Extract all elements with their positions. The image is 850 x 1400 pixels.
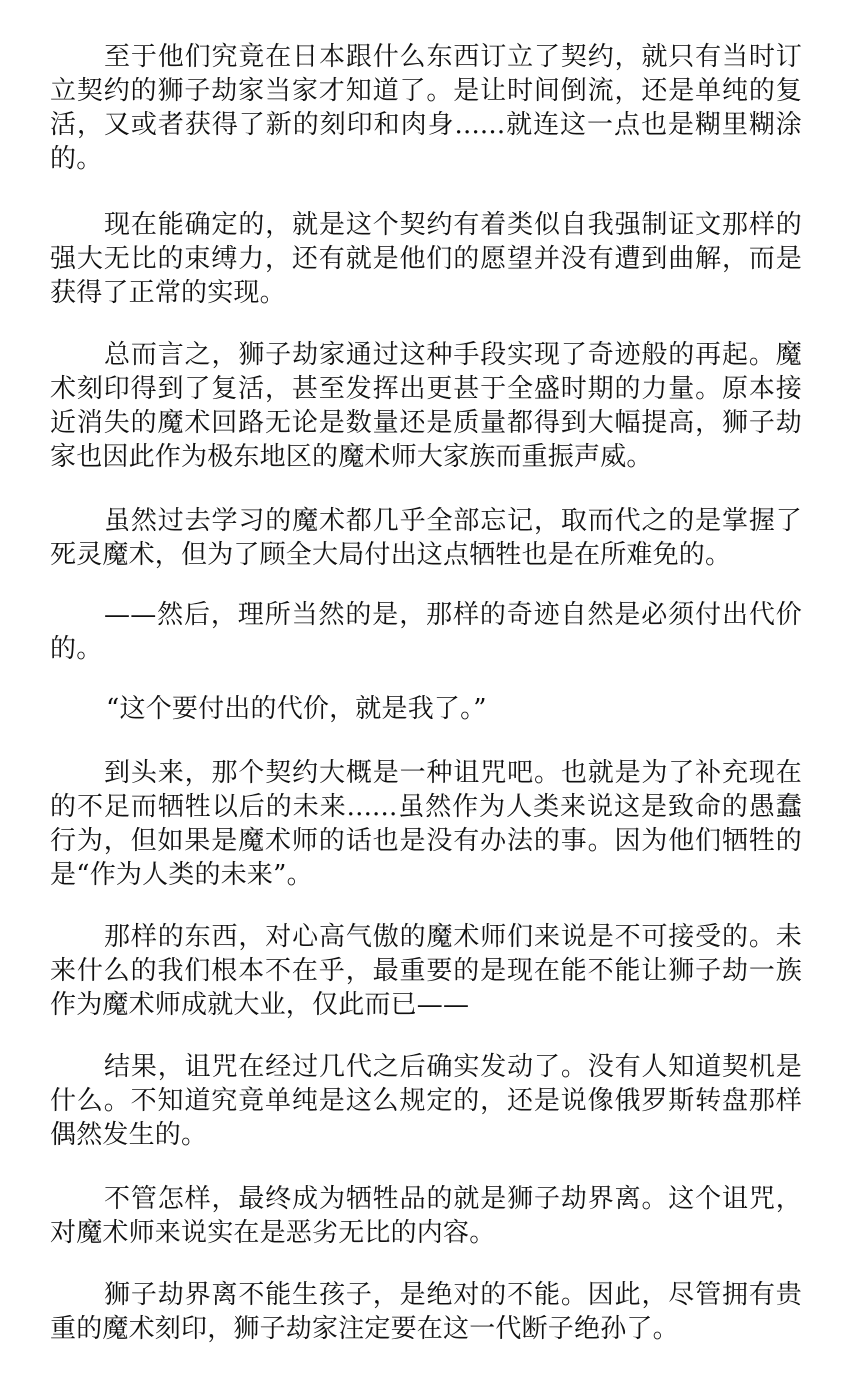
paragraph-final: 狮子劫界离不能生孩子，是绝对的不能。因此，尽管拥有贵重的魔术刻印，狮子劫家注定要在这一代断子绝孙了。 xyxy=(50,1280,802,1344)
paragraph-sacrifice: 不管怎样，最终成为牺牲品的就是狮子劫界离。这个诅咒，对魔术师来说实在是恶劣无比的内容。 xyxy=(50,1184,802,1248)
paragraph-necromancy: 虽然过去学习的魔术都几乎全部忘记，取而代之的是掌握了死灵魔术，但为了顾全大局付出这点牺牲也是在所难免的。 xyxy=(50,506,802,570)
paragraph-dialogue: “这个要付出的代价，就是我了。” xyxy=(106,694,487,724)
paragraph-curse-activation: 结果，诅咒在经过几代之后确实发动了。没有人知道契机是什么。不知道究竟单纯是这么规定的，还是说像俄罗斯转盘那样偶然发生的。 xyxy=(50,1052,802,1150)
paragraph-contract-origin: 至于他们究竟在日本跟什么东西订立了契约，就只有当时订立契约的狮子劫家当家才知道了。是让时间倒流，还是单纯的复活，又或者获得了新的刻印和肉身......就连这一点也是糊里糊涂的。 xyxy=(50,42,802,174)
paragraph-magi-pride: 那样的东西，对心高气傲的魔术师们来说是不可接受的。未来什么的我们根本不在乎，最重要的是现在能不能让狮子劫一族作为魔术师成就大业，仅此而已—— xyxy=(50,922,802,1020)
paragraph-family-revival: 总而言之，狮子劫家通过这种手段实现了奇迹般的再起。魔术刻印得到了复活，甚至发挥出更甚于全盛时期的力量。原本接近消失的魔术回路无论是数量还是质量都得到大幅提高，狮子劫家也因此作为极东地区的魔术师大家族而重振声威。 xyxy=(50,340,802,472)
paragraph-curse: 到头来，那个契约大概是一种诅咒吧。也就是为了补充现在的不足而牺牲以后的未来......虽然作为人类来说这是致命的愚蠢行为，但如果是魔术师的话也是没有办法的事。因为他们牺牲的是“作为人类的未来”。 xyxy=(50,758,802,890)
paragraph-price: ——然后，理所当然的是，那样的奇迹自然是必须付出代价的。 xyxy=(50,600,802,664)
paragraph-contract-power: 现在能确定的，就是这个契约有着类似自我强制证文那样的强大无比的束缚力，还有就是他们的愿望并没有遭到曲解，而是获得了正常的实现。 xyxy=(50,210,802,308)
